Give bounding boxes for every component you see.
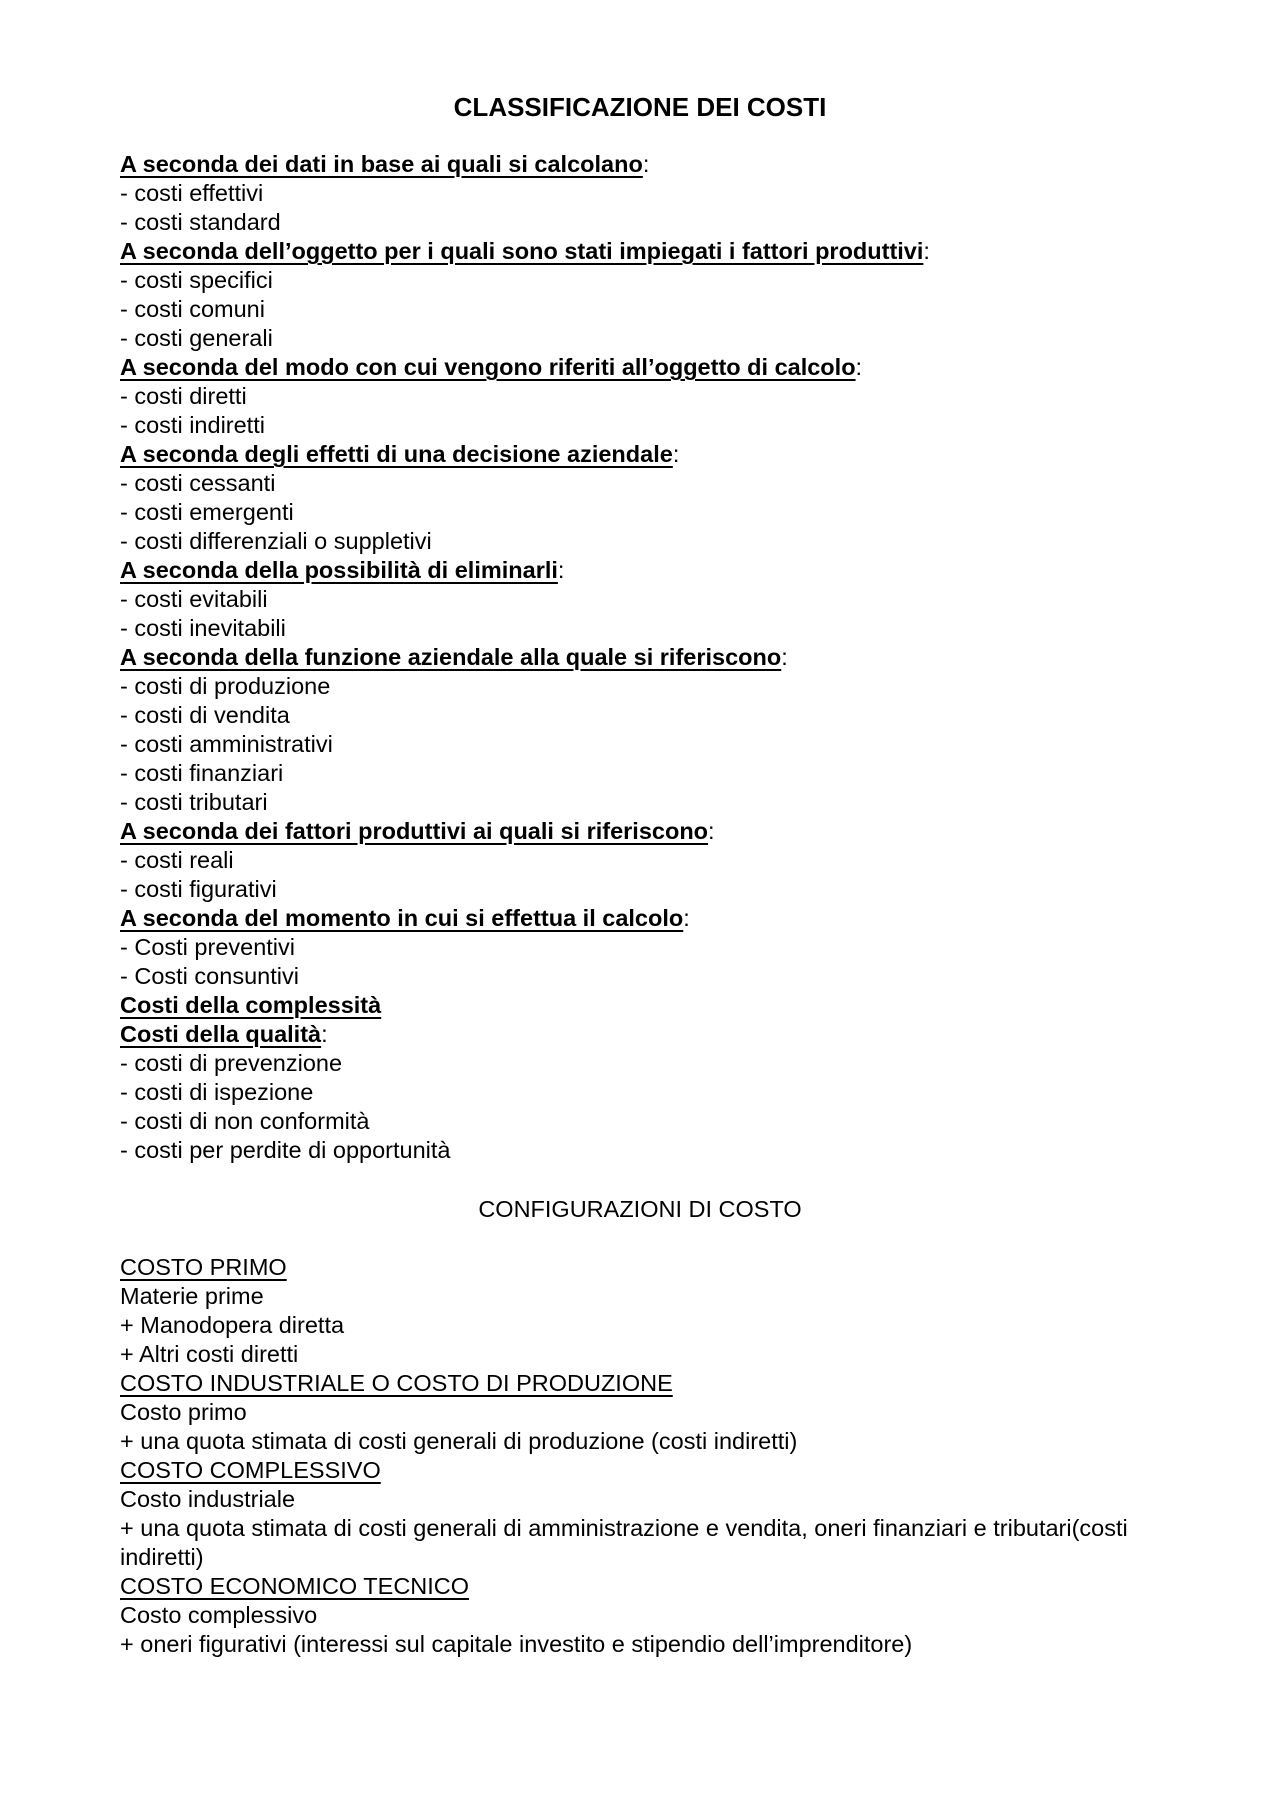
section-heading: [120, 440, 1160, 469]
section-heading-suffix: :: [923, 238, 930, 264]
configuration-heading-text: COSTO INDUSTRIALE O COSTO DI PRODUZIONE: [120, 1370, 673, 1396]
configuration-line: + una quota stimata di costi generali di amministrazione e vendita, oneri finanziari e tributari(costi indiretti): [120, 1515, 1128, 1570]
list-item: - costi di non conformità: [120, 1108, 370, 1134]
configuration-heading: [120, 1369, 1160, 1398]
configurations-title: CONFIGURAZIONI DI COSTO: [478, 1196, 802, 1222]
list-item: - costi emergenti: [120, 499, 294, 525]
section-heading-text: A seconda della possibilità di eliminarli: [120, 557, 558, 583]
configuration-heading: [120, 1456, 1160, 1485]
list-item: - costi diretti: [120, 383, 247, 409]
section-heading-text: A seconda dei fattori produttivi ai quali si riferiscono: [120, 818, 709, 844]
section-heading: [120, 991, 1160, 1020]
section-heading-text: Costi della complessità: [120, 992, 382, 1018]
configurations-list: [120, 1253, 1160, 1659]
list-item: - costi indiretti: [120, 412, 265, 438]
section-heading-suffix: :: [781, 644, 788, 670]
configuration-heading-text: COSTO ECONOMICO TECNICO: [120, 1573, 470, 1599]
section-heading-suffix: :: [642, 151, 650, 177]
configuration-line: Costo industriale: [120, 1486, 296, 1512]
section-heading: [120, 1020, 1160, 1049]
section-heading: [120, 643, 1160, 672]
configuration-heading-text: COSTO PRIMO: [120, 1254, 287, 1280]
section-heading-suffix: :: [683, 905, 690, 931]
list-item: - costi cessanti: [120, 470, 276, 496]
list-item: - costi di produzione: [120, 673, 331, 699]
configuration-heading: [120, 1253, 1160, 1282]
section-heading-text: Costi della qualità: [120, 1021, 322, 1047]
section-heading-suffix: :: [672, 441, 680, 467]
configuration-line: + una quota stimata di costi generali di produzione (costi indiretti): [120, 1428, 798, 1454]
list-item: - costi tributari: [120, 789, 268, 815]
section-heading-text: A seconda del modo con cui vengono riferiti all’oggetto di calcolo: [120, 354, 856, 380]
list-item: - Costi consuntivi: [120, 963, 299, 989]
list-item: - costi effettivi: [120, 180, 264, 206]
list-item: - costi comuni: [120, 296, 265, 322]
section-heading-text: A seconda del momento in cui si effettua il calcolo: [120, 905, 684, 931]
list-item: - costi generali: [120, 325, 273, 351]
configuration-heading-text: COSTO COMPLESSIVO: [120, 1457, 381, 1483]
list-item: - costi di prevenzione: [120, 1050, 343, 1076]
configuration-line: Materie prime: [120, 1283, 264, 1309]
list-item: - costi differenziali o suppletivi: [120, 528, 432, 554]
document-title: CLASSIFICAZIONE DEI COSTI: [453, 92, 827, 122]
list-item: - costi inevitabili: [120, 615, 286, 641]
section-heading: [120, 904, 1160, 933]
section-heading: [120, 150, 1160, 179]
list-item: - costi amministrativi: [120, 731, 333, 757]
section-heading: [120, 237, 1160, 266]
configuration-line: + Altri costi diretti: [120, 1341, 299, 1367]
section-heading: [120, 353, 1160, 382]
section-heading-text: A seconda della funzione aziendale alla quale si riferiscono: [120, 644, 782, 670]
section-heading-suffix: :: [855, 354, 863, 380]
list-item: - costi finanziari: [120, 760, 284, 786]
list-item: - costi reali: [120, 847, 234, 873]
list-item: - costi di vendita: [120, 702, 290, 728]
configuration-line: + Manodopera diretta: [120, 1312, 345, 1338]
classification-list: [120, 150, 1160, 1165]
configuration-heading: [120, 1572, 1160, 1601]
list-item: - costi standard: [120, 209, 281, 235]
section-heading-text: A seconda dei dati in base ai quali si calcolano: [120, 151, 643, 177]
list-item: - costi per perdite di opportunità: [120, 1137, 451, 1163]
section-heading: [120, 556, 1160, 585]
list-item: - Costi preventivi: [120, 934, 295, 960]
list-item: - costi evitabili: [120, 586, 268, 612]
configuration-line: + oneri figurativi (interessi sul capitale investito e stipendio dell’imprenditore): [120, 1631, 913, 1657]
section-heading-suffix: :: [708, 818, 715, 844]
section-heading-suffix: :: [321, 1021, 328, 1047]
list-item: - costi specifici: [120, 267, 273, 293]
section-heading: [120, 817, 1160, 846]
section-heading-text: A seconda degli effetti di una decisione aziendale: [120, 441, 673, 467]
configuration-line: Costo complessivo: [120, 1602, 318, 1628]
list-item: - costi figurativi: [120, 876, 277, 902]
configuration-line: Costo primo: [120, 1399, 247, 1425]
section-heading-suffix: :: [557, 557, 565, 583]
list-item: - costi di ispezione: [120, 1079, 314, 1105]
section-heading-text: A seconda dell’oggetto per i quali sono stati impiegati i fattori produttivi: [120, 238, 924, 264]
